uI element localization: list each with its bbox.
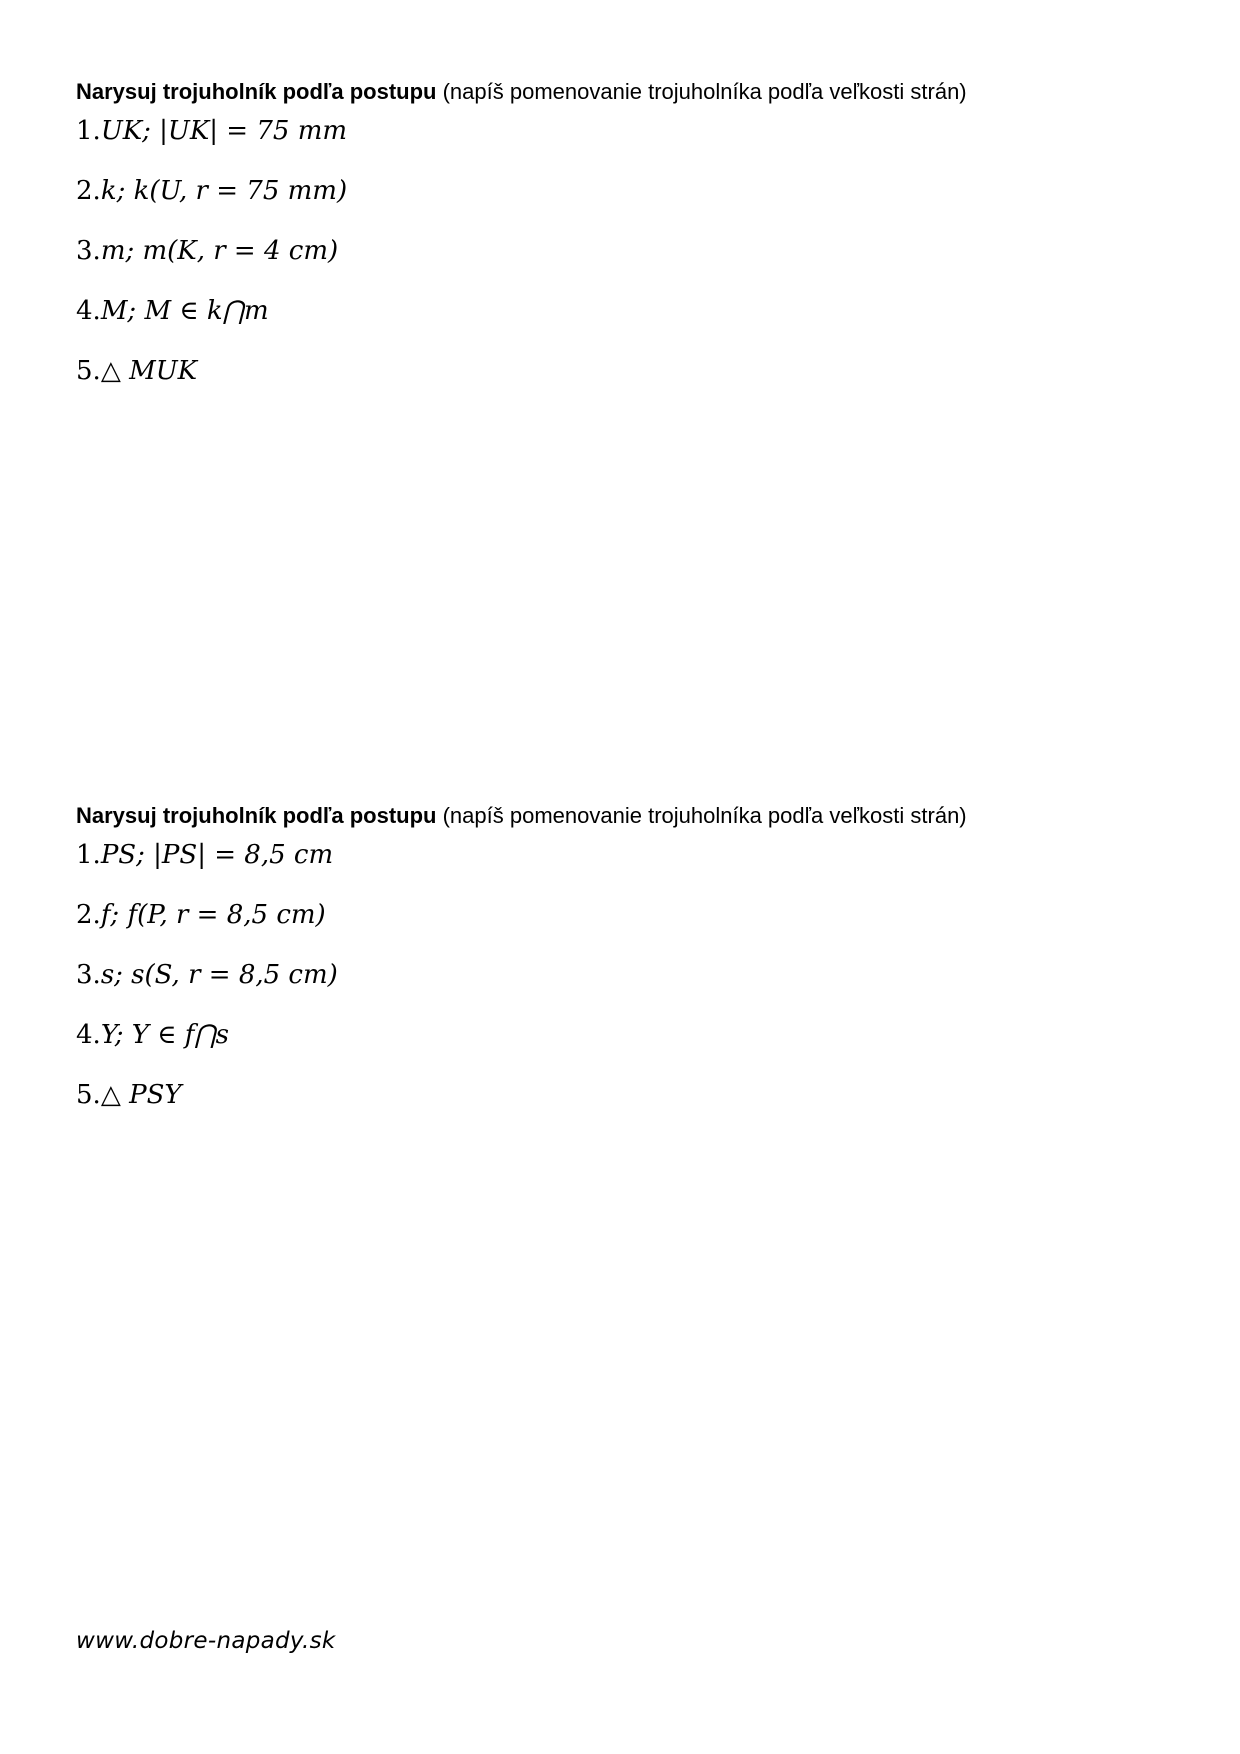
step-5 — [76, 1080, 1176, 1110]
task-title: Narysuj trojuholník podľa postupu — [76, 79, 437, 104]
step-3 — [76, 236, 1176, 266]
step-expression: M; M ∈ k⋂m — [100, 296, 269, 326]
step-number: 2. — [76, 900, 101, 930]
step-list — [76, 840, 1176, 1110]
step-number: 5. — [76, 356, 101, 386]
step-number: 1. — [76, 840, 101, 870]
step-number: 3. — [76, 236, 101, 266]
step-expression: k; k(U, r = 75 mm) — [100, 176, 348, 206]
task-heading — [76, 796, 1176, 836]
step-number: 4. — [76, 1020, 101, 1050]
step-1 — [76, 116, 1176, 146]
step-expression: PS; |PS| = 8,5 cm — [100, 840, 334, 870]
task-note: (napíš pomenovanie trojuholníka podľa veľkosti strán) — [442, 79, 967, 104]
step-3 — [76, 960, 1176, 990]
task-title: Narysuj trojuholník podľa postupu — [76, 803, 437, 828]
step-1 — [76, 840, 1176, 870]
task-heading — [76, 72, 1176, 112]
step-2 — [76, 176, 1176, 206]
footer-website: www.dobre-napady.sk — [76, 1628, 336, 1654]
step-number: 2. — [76, 176, 101, 206]
step-expression: Y; Y ∈ f⋂s — [100, 1020, 230, 1050]
task-2 — [76, 796, 1176, 1110]
step-4 — [76, 296, 1176, 326]
task-1 — [76, 72, 1176, 386]
step-number: 3. — [76, 960, 101, 990]
step-expression: s; s(S, r = 8,5 cm) — [100, 960, 338, 990]
step-4 — [76, 1020, 1176, 1050]
step-expression: △ PSY — [100, 1080, 182, 1110]
step-number: 4. — [76, 296, 101, 326]
step-expression: f; f(P, r = 8,5 cm) — [100, 900, 326, 930]
step-list — [76, 116, 1176, 386]
step-number: 5. — [76, 1080, 101, 1110]
task-note: (napíš pomenovanie trojuholníka podľa veľkosti strán) — [442, 803, 967, 828]
step-number: 1. — [76, 116, 101, 146]
step-expression: UK; |UK| = 75 mm — [100, 116, 347, 146]
step-expression: △ MUK — [100, 356, 198, 386]
step-2 — [76, 900, 1176, 930]
step-5 — [76, 356, 1176, 386]
step-expression: m; m(K, r = 4 cm) — [100, 236, 339, 266]
